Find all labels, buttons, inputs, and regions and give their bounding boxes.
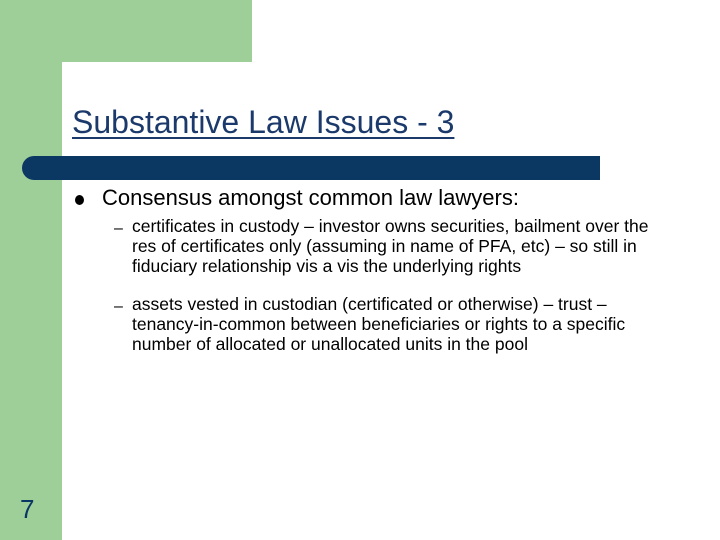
sub-bullet-dash: – [114, 298, 123, 315]
slide-title: Substantive Law Issues - 3 [72, 104, 455, 140]
slide-number: 7 [20, 494, 35, 524]
sub-bullet-text: certificates in custody – investor owns securities, bailment over the res of certificates only (assuming in name of PFA, etc) – so still in fiduciary relationship vis a vis the underlying rights [132, 216, 649, 276]
title-underline-bar [22, 156, 600, 180]
green-frame-left [0, 0, 62, 540]
main-bullet-text: Consensus amongst common law lawyers: [102, 185, 519, 210]
bullet-icon [75, 195, 84, 205]
sub-bullet-text: assets vested in custodian (certificated or otherwise) – trust – tenancy-in-common between beneficiaries or rights to a specific number of allocated or unallocated units in the pool [132, 294, 626, 354]
sub-bullet-dash: – [114, 220, 123, 237]
